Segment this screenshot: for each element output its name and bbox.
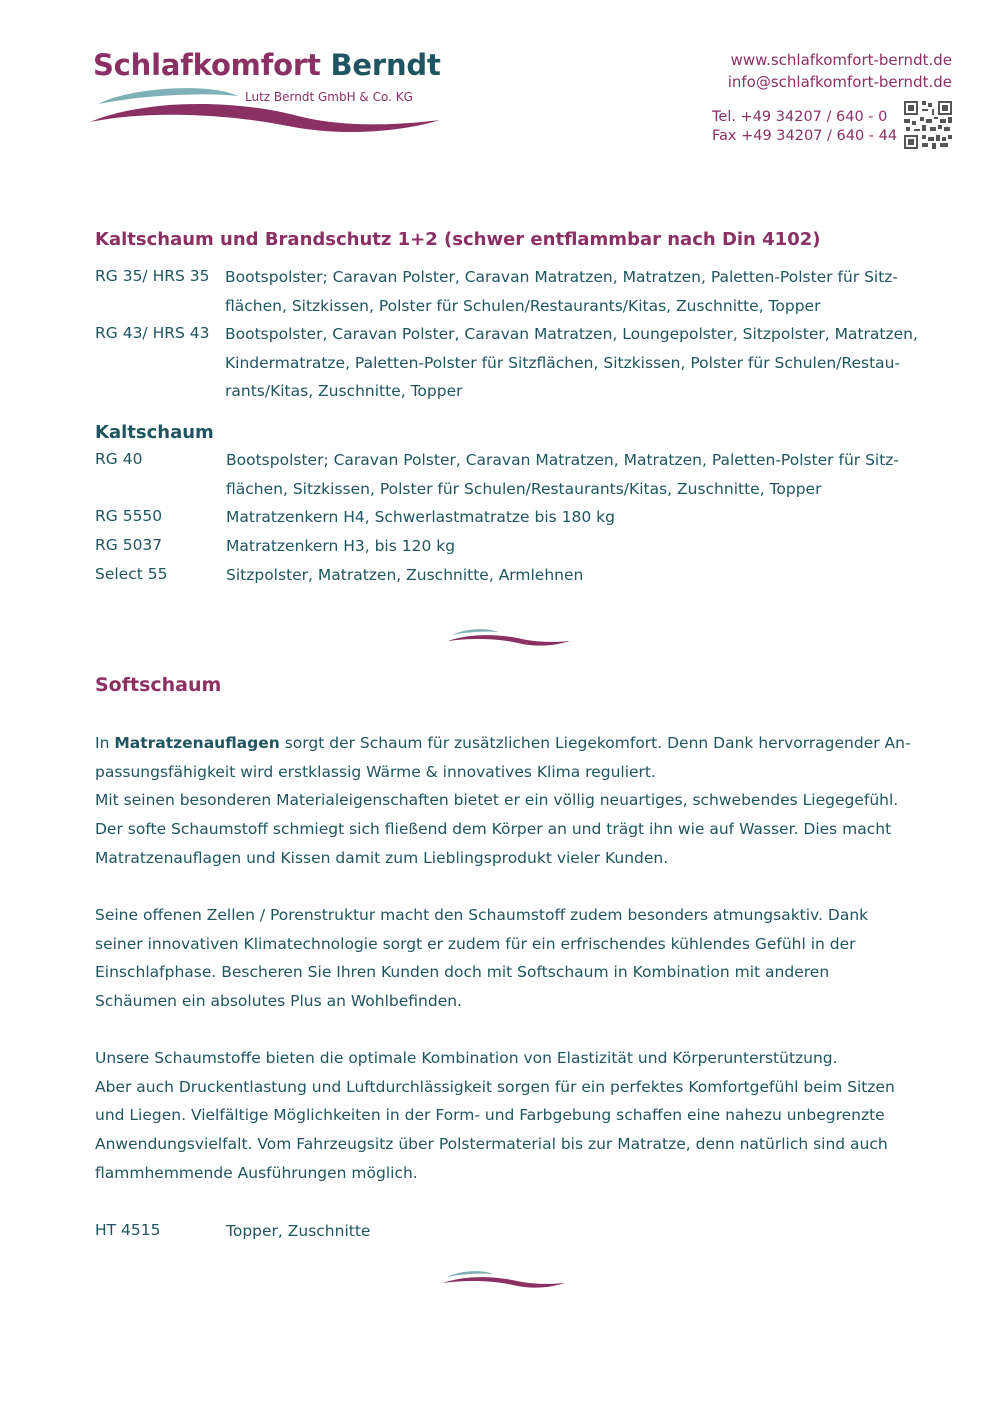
paragraph-line: Mit seinen besonderen Materialeigenschaften bietet er ein völlig neuartiges, schwebendes Liegegefühl. (95, 791, 899, 810)
product-description: Topper, Zuschnitte (226, 1222, 371, 1240)
description-line: flächen, Sitzkissen, Polster für Schulen/Restaurants/Kitas, Zuschnitte, Topper (225, 296, 821, 315)
paragraph-3 (95, 1044, 955, 1188)
product-code: Select 55 (95, 565, 168, 583)
paragraph-line: flammhemmende Ausführungen möglich. (95, 1163, 418, 1182)
paragraph-2 (95, 901, 955, 1016)
product-code: RG 40 (95, 450, 143, 468)
product-code: RG 5550 (95, 507, 163, 525)
company-name: Lutz Berndt GmbH & Co. KG (245, 90, 413, 104)
paragraph-line: Schäumen ein absolutes Plus an Wohlbefinden. (95, 992, 462, 1011)
paragraph-line: Matratzenauflagen und Kissen damit zum Lieblingsprodukt vieler Kunden. (95, 848, 669, 867)
paragraph-1 (95, 729, 955, 873)
paragraph-line: Einschlafphase. Bescheren Sie Ihren Kunden doch mit Softschaum in Kombination mit anderen (95, 963, 830, 982)
description-line: Kindermatratze, Paletten-Polster für Sitzflächen, Sitzkissen, Polster für Schulen/Restau- (225, 353, 901, 372)
wave-divider-icon (448, 626, 573, 650)
fax-number: Fax +49 34207 / 640 - 44 (712, 128, 898, 144)
section-title-softschaum: Softschaum (95, 674, 222, 696)
text-span: In (95, 734, 115, 752)
paragraph-line: Aber auch Druckentlastung und Luftdurchlässigkeit sorgen für ein perfektes Komfortgefühl beim Sitzen (95, 1077, 895, 1096)
product-description: Sitzpolster, Matratzen, Zuschnitte, Armlehnen (226, 566, 584, 584)
product-description (225, 320, 965, 406)
product-code: RG 5037 (95, 536, 163, 554)
product-description: Matratzenkern H3, bis 120 kg (226, 537, 456, 555)
description-line: Bootspolster; Caravan Polster, Caravan Matratzen, Matratzen, Paletten-Polster für Sitz- (226, 451, 900, 469)
text-span: sorgt der Schaum für zusätzlichen Liegekomfort. Denn Dank hervorragender An- (279, 734, 911, 752)
qr-code-icon (904, 101, 952, 149)
paragraph-line (95, 729, 955, 758)
email-link[interactable]: info@schlafkomfort-berndt.de (727, 73, 952, 91)
keyword-matratzenauflagen: Matratzenauflagen (114, 734, 280, 752)
product-code: RG 35/ HRS 35 (95, 267, 210, 285)
paragraph-line: seiner innovativen Klimatechnologie sorgt er zudem für ein erfrischendes kühlendes Gefühl in der (95, 934, 856, 953)
brand-name-part2: Berndt (330, 48, 441, 82)
description-line: flächen, Sitzkissen, Polster für Schulen/Restaurants/Kitas, Zuschnitte, Topper (226, 479, 822, 498)
description-line: Bootspolster; Caravan Polster, Caravan Matratzen, Matratzen, Paletten-Polster für Sitz- (225, 268, 899, 286)
description-line: rants/Kitas, Zuschnitte, Topper (225, 382, 463, 401)
product-code: RG 43/ HRS 43 (95, 324, 210, 342)
product-description: Matratzenkern H4, Schwerlastmatratze bis 180 kg (226, 508, 615, 526)
paragraph-line: passungsfähigkeit wird erstklassig Wärme & innovatives Klima reguliert. (95, 762, 656, 781)
product-code: HT 4515 (95, 1221, 161, 1239)
phone-number: Tel. +49 34207 / 640 - 0 (712, 109, 888, 125)
brand-name-part1: Schlafkomfort (93, 48, 321, 82)
paragraph-line: Der softe Schaumstoff schmiegt sich fließend dem Körper an und trägt ihn wie auf Wasser. Dies macht (95, 820, 892, 839)
section-title-kaltschaum-brandschutz: Kaltschaum und Brandschutz 1+2 (schwer entflammbar nach Din 4102) (95, 229, 821, 250)
product-description (225, 263, 965, 320)
wave-divider-icon (443, 1268, 568, 1292)
brand-name (93, 48, 441, 82)
section-title-kaltschaum: Kaltschaum (95, 422, 214, 443)
product-description (226, 446, 966, 503)
paragraph-line: Seine offenen Zellen / Porenstruktur macht den Schaumstoff zudem besonders atmungsaktiv. Dank (95, 906, 869, 924)
paragraph-line: Unsere Schaumstoffe bieten die optimale Kombination von Elastizität und Körperunterstützung. (95, 1049, 838, 1067)
paragraph-line: und Liegen. Vielfältige Möglichkeiten in der Form- und Farbgebung schaffen eine nahezu unbegrenzte (95, 1106, 885, 1125)
description-line: Bootspolster, Caravan Polster, Caravan Matratzen, Loungepolster, Sitzpolster, Matratzen, (225, 325, 918, 343)
website-link[interactable]: www.schlafkomfort-berndt.de (730, 51, 952, 69)
paragraph-line: Anwendungsvielfalt. Vom Fahrzeugsitz über Polstermaterial bis zur Matratze, denn natürlich sind auch (95, 1135, 888, 1154)
